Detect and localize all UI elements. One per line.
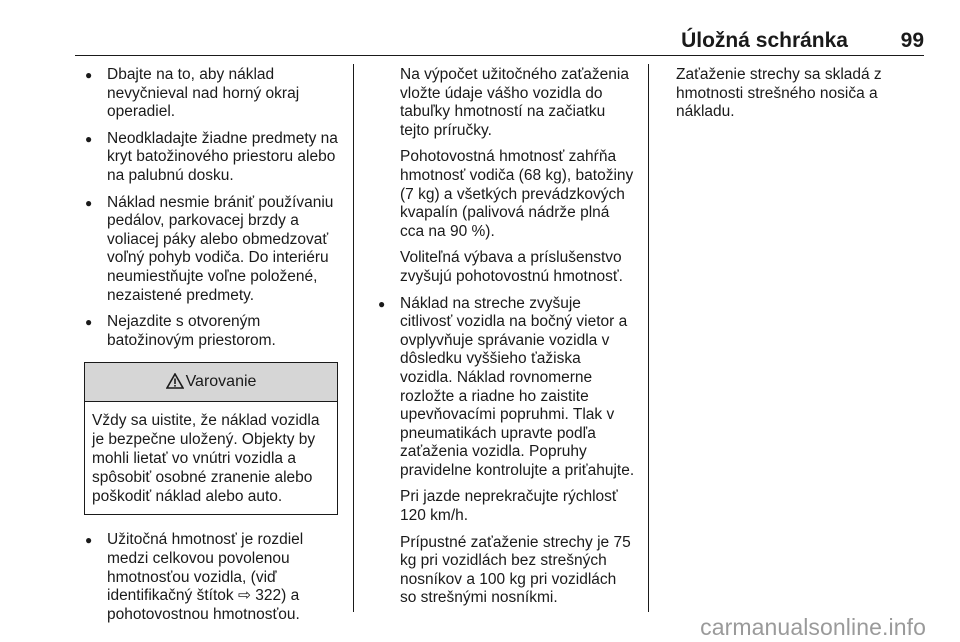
warning-header — [85, 363, 337, 402]
bullet-item: ● Dbajte na to, aby náklad nevyčnieval nad horný okraj operadiel. — [85, 66, 343, 122]
paragraph: Pri jazde neprekračujte rýchlosť 120 km/h. — [400, 488, 618, 525]
watermark: carmanualsonline.info — [700, 614, 926, 640]
page-header — [0, 0, 960, 60]
bullet-item: ● Neodkladajte žiadne predmety na kryt batožinového priestoru alebo na palubnú dosku. — [85, 130, 343, 186]
bullet-item: ● Náklad nesmie brániť používaniu pedálov, parkovacej brzdy a voliacej páky alebo obmedzovať voľný pohyb vodiča. Do interiéru neumiestňujte voľne položené, nezaistené predmety. — [85, 194, 343, 306]
bullet-item — [85, 531, 343, 624]
page-number: 99 — [900, 29, 924, 52]
column-2 — [378, 66, 636, 616]
bullet-text: 322) a pohotovostnou hmotnosťou. — [107, 587, 300, 623]
warning-title: Varovanie — [185, 373, 257, 391]
bullet-text: Užitočná hmotnosť je rozdiel medzi celkovou povolenou hmotnosťou vozidla, (viď identifikačný štítok — [107, 531, 304, 605]
paragraph: Na výpočet užitočného zaťaženia vložte údaje vášho vozidla do tabuľky hmotností na začiatku tejto príručky. — [400, 66, 629, 139]
column-divider-1 — [353, 64, 354, 612]
paragraph: Pohotovostná hmotnosť zahŕňa hmotnosť vodiča (68 kg), batožiny (7 kg) a všetkých prevádzkových kvapalín (palivová nádrže plná cca na 90 %). — [400, 148, 634, 240]
column-divider-2 — [648, 64, 649, 612]
bullet-item: ● Náklad na streche zvyšuje citlivosť vozidla na bočný vietor a ovplyvňuje správanie vozidla v dôsledku vyššieho ťažiska vozidla. Náklad rovnomerne rozložte a riadne ho zaistite upevňovacími popruhmi. Tlak v pneumatikách upravte podľa zaťaženia vozidla. Popruhy pravidelne kontrolujte a priťahujte. — [378, 295, 636, 481]
paragraph: Voliteľná výbava a príslušenstvo zvyšujú pohotovostnú hmotnosť. — [400, 249, 623, 285]
page-reference-icon[interactable]: ⇨ — [237, 587, 251, 605]
page-title: Úložná schránka — [681, 29, 848, 52]
warning-box — [84, 362, 338, 515]
column-1 — [85, 66, 343, 632]
column-3 — [676, 66, 926, 130]
header-rule — [75, 55, 924, 56]
paragraph: Prípustné zaťaženie strechy je 75 kg pri vozidlách bez strešných nosníkov a 100 kg pri vozidlách so strešnými nosníkmi. — [400, 533, 631, 607]
warning-triangle-icon — [166, 373, 184, 389]
bullet-item: ● Nejazdite s otvoreným batožinovým priestorom. — [85, 313, 343, 350]
warning-text: Vždy sa uistite, že náklad vozidla je bezpečne uložený. Objekty by mohli lietať vo vnútri vozidla a spôsobiť osobné zranenie alebo poškodiť náklad alebo auto. — [92, 412, 320, 506]
paragraph: Zaťaženie strechy sa skladá z hmotnosti strešného nosiča a nákladu. — [676, 66, 882, 121]
